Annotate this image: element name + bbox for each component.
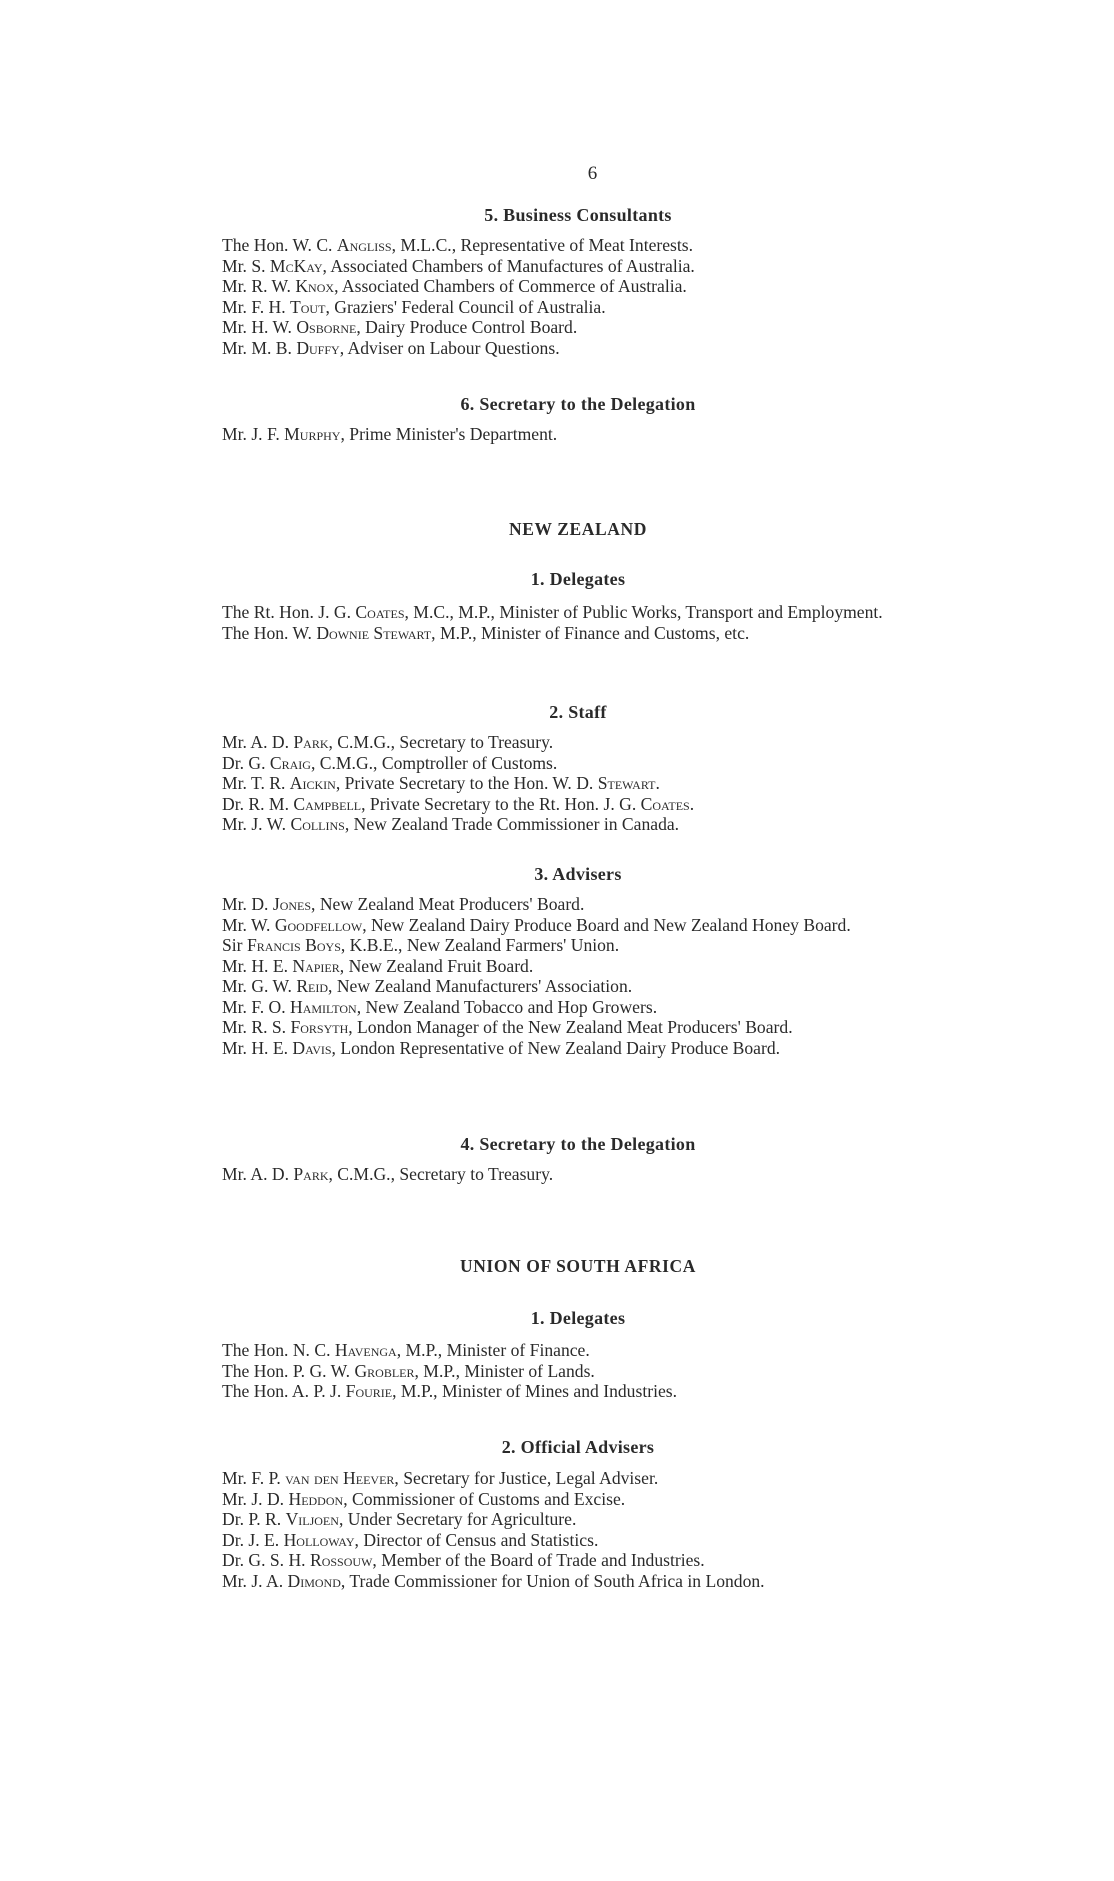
list-entry bbox=[222, 1038, 962, 1059]
entry-text: , C.M.G., Comptroller of Customs. bbox=[310, 752, 558, 773]
list-entry bbox=[222, 935, 962, 956]
list-entry bbox=[222, 256, 962, 277]
nz-secretary-list bbox=[222, 1164, 962, 1185]
list-entry bbox=[222, 956, 962, 977]
entry-text: Mr. J. W. bbox=[222, 814, 291, 834]
entry-text: Dr. P. R. bbox=[222, 1509, 286, 1529]
section-heading-nz-delegates: 1. Delegates bbox=[530, 569, 626, 589]
list-entry bbox=[222, 1381, 962, 1402]
au-secretary-list bbox=[222, 424, 962, 445]
person-name: Park bbox=[293, 1164, 329, 1184]
person-name: Havenga bbox=[334, 1340, 397, 1360]
person-name: Jones bbox=[272, 894, 312, 914]
entry-text: , Director of Census and Statistics. bbox=[354, 1529, 599, 1550]
entry-text: , M.P., Minister of Lands. bbox=[414, 1360, 595, 1381]
section-heading-nz-staff: 2. Staff bbox=[549, 702, 607, 722]
list-entry bbox=[222, 976, 962, 997]
list-entry bbox=[222, 915, 987, 936]
entry-text: , C.M.G., Secretary to Treasury. bbox=[328, 732, 554, 752]
entry-text: Mr. W. bbox=[222, 914, 275, 935]
entry-text: Mr. M. B. bbox=[222, 337, 297, 358]
entry-text: Mr. H. W. bbox=[222, 317, 297, 337]
entry-text: , Prime Minister's Department. bbox=[340, 424, 558, 444]
entry-text: The Hon. A. P. J. bbox=[222, 1381, 346, 1401]
person-name: Grobler bbox=[354, 1360, 415, 1381]
list-entry bbox=[222, 424, 962, 445]
entry-text: , Adviser on Labour Questions. bbox=[339, 337, 560, 358]
entry-text: Mr. A. D. bbox=[222, 1164, 294, 1184]
nz-staff-list bbox=[222, 732, 962, 835]
list-entry bbox=[222, 1489, 962, 1510]
list-entry bbox=[222, 773, 962, 794]
person-name: Campbell bbox=[293, 793, 362, 814]
entry-text: , C.M.G., Secretary to Treasury. bbox=[328, 1164, 554, 1184]
person-name: Fourie bbox=[345, 1381, 393, 1401]
entry-text: Mr. J. A. bbox=[222, 1570, 288, 1591]
entry-text: Mr. F. O. bbox=[222, 996, 291, 1017]
person-name: Forsyth bbox=[290, 1017, 349, 1037]
person-name: Angliss bbox=[336, 235, 392, 255]
entry-text: Dr. J. E. bbox=[222, 1529, 284, 1550]
entry-text: , New Zealand Trade Commissioner in Canada. bbox=[344, 814, 680, 834]
person-name: Viljoen bbox=[285, 1509, 339, 1529]
list-entry bbox=[222, 997, 962, 1018]
entry-text: Mr. S. bbox=[222, 255, 270, 276]
person-name: van den Heever bbox=[285, 1468, 395, 1488]
entry-text: Mr. R. S. bbox=[222, 1017, 291, 1037]
section-heading-sa-delegates: 1. Delegates bbox=[530, 1308, 626, 1328]
list-entry bbox=[222, 1550, 962, 1571]
entry-text: , London Manager of the New Zealand Meat Producers' Board. bbox=[348, 1017, 793, 1037]
list-entry bbox=[222, 814, 962, 835]
person-name: Murphy bbox=[284, 424, 341, 444]
list-entry bbox=[222, 1017, 987, 1038]
section-heading-nz-secretary: 4. Secretary to the Delegation bbox=[460, 1134, 696, 1154]
section-heading-au-secretary: 6. Secretary to the Delegation bbox=[460, 394, 696, 414]
person-name: Osborne bbox=[296, 317, 357, 337]
list-entry bbox=[222, 1340, 962, 1361]
person-name: Davis bbox=[292, 1037, 332, 1058]
entry-text: , New Zealand Meat Producers' Board. bbox=[311, 894, 585, 914]
person-name: Craig bbox=[269, 752, 311, 773]
entry-text: , New Zealand Manufacturers' Association. bbox=[328, 976, 633, 996]
person-name: Napier bbox=[292, 955, 340, 976]
person-name: Hamilton bbox=[290, 996, 357, 1017]
entry-text: , Associated Chambers of Manufactures of Australia. bbox=[322, 255, 695, 276]
list-entry bbox=[222, 1468, 962, 1489]
country-title-new-zealand: NEW ZEALAND bbox=[508, 519, 648, 539]
entry-text: . bbox=[655, 773, 660, 793]
nz-advisers-list bbox=[222, 894, 962, 1058]
entry-text: The Hon. W. C. bbox=[222, 235, 337, 255]
entry-text: Mr. T. R. bbox=[222, 773, 290, 793]
list-entry bbox=[222, 317, 962, 338]
list-entry bbox=[222, 276, 962, 297]
list-entry bbox=[222, 1530, 962, 1551]
list-entry bbox=[222, 1509, 962, 1530]
entry-text: Dr. G. bbox=[222, 752, 270, 773]
list-entry bbox=[222, 753, 962, 774]
entry-text: Mr. J. D. bbox=[222, 1488, 289, 1509]
sa-delegates-list bbox=[222, 1340, 962, 1402]
person-name: Dimond bbox=[287, 1570, 341, 1591]
entry-text: , M.L.C., Representative of Meat Interests. bbox=[391, 235, 694, 255]
entry-text: The Hon. W. bbox=[222, 622, 317, 643]
entry-text: , New Zealand Fruit Board. bbox=[339, 955, 534, 976]
person-name: Knox bbox=[295, 276, 335, 296]
entry-text: Sir bbox=[222, 935, 247, 955]
person-name: Duffy bbox=[296, 337, 340, 358]
list-entry bbox=[222, 894, 962, 915]
entry-text: Dr. G. S. H. bbox=[222, 1550, 310, 1570]
entry-text: Dr. R. M. bbox=[222, 793, 294, 814]
list-entry bbox=[222, 1571, 962, 1592]
entry-text: , Member of the Board of Trade and Industries. bbox=[372, 1550, 705, 1570]
person-name: Aickin bbox=[289, 773, 336, 793]
entry-text: , Associated Chambers of Commerce of Australia. bbox=[334, 276, 687, 296]
country-title-south-africa: UNION OF SOUTH AFRICA bbox=[459, 1256, 697, 1276]
entry-text: Mr. H. E. bbox=[222, 955, 293, 976]
entry-text: , Under Secretary for Agriculture. bbox=[338, 1509, 577, 1529]
list-entry bbox=[222, 297, 962, 318]
entry-text: , M.P., Minister of Mines and Industries. bbox=[392, 1381, 678, 1401]
entry-text: , Secretary for Justice, Legal Adviser. bbox=[394, 1468, 659, 1488]
entry-text: , Private Secretary to the Rt. Hon. J. G. bbox=[361, 793, 641, 814]
person-name: Downie Stewart bbox=[316, 622, 432, 643]
entry-text: Mr. J. F. bbox=[222, 424, 285, 444]
person-name: McKay bbox=[269, 255, 323, 276]
entry-text: , London Representative of New Zealand Dairy Produce Board. bbox=[331, 1037, 781, 1058]
list-entry bbox=[222, 732, 962, 753]
section-heading-business-consultants: 5. Business Consultants bbox=[484, 205, 672, 225]
person-name: Holloway bbox=[283, 1529, 355, 1550]
person-name: Tout bbox=[290, 296, 326, 317]
entry-text: , New Zealand Dairy Produce Board and New Zealand Honey Board. bbox=[362, 914, 851, 935]
list-entry bbox=[222, 794, 962, 815]
entry-text: , Commissioner of Customs and Excise. bbox=[343, 1488, 626, 1509]
list-entry bbox=[222, 623, 962, 644]
nz-delegates-list bbox=[222, 602, 962, 643]
entry-text: Mr. F. P. bbox=[222, 1468, 286, 1488]
entry-text: , M.P., Minister of Finance and Customs, etc. bbox=[431, 622, 750, 643]
entry-text: , Trade Commissioner for Union of South Africa in London. bbox=[340, 1570, 765, 1591]
person-name: Coates bbox=[640, 793, 690, 814]
entry-text: The Hon. N. C. bbox=[222, 1340, 335, 1360]
entry-text: Mr. F. H. bbox=[222, 296, 291, 317]
entry-text: Mr. R. W. bbox=[222, 276, 296, 296]
entry-text: The Rt. Hon. J. G. bbox=[222, 602, 356, 622]
person-name: Collins bbox=[290, 814, 345, 834]
entry-text: , K.B.E., New Zealand Farmers' Union. bbox=[340, 935, 620, 955]
entry-text: Mr. H. E. bbox=[222, 1037, 293, 1058]
list-entry bbox=[222, 235, 962, 256]
person-name: Park bbox=[293, 732, 329, 752]
list-entry bbox=[222, 338, 962, 359]
person-name: Coates bbox=[355, 602, 405, 622]
entry-text: , Dairy Produce Control Board. bbox=[356, 317, 578, 337]
entry-text: Mr. A. D. bbox=[222, 732, 294, 752]
person-name: Francis Boys bbox=[246, 935, 341, 955]
list-entry bbox=[222, 1361, 962, 1382]
person-name: Rossouw bbox=[309, 1550, 373, 1570]
person-name: Heddon bbox=[288, 1488, 344, 1509]
section-heading-sa-official-advisers: 2. Official Advisers bbox=[501, 1437, 655, 1457]
entry-text: , New Zealand Tobacco and Hop Growers. bbox=[356, 996, 658, 1017]
entry-text: The Hon. P. G. W. bbox=[222, 1360, 355, 1381]
list-entry bbox=[222, 602, 987, 623]
section-heading-nz-advisers: 3. Advisers bbox=[534, 864, 622, 884]
entry-text: Mr. G. W. bbox=[222, 976, 297, 996]
entry-text: , Private Secretary to the Hon. W. D. bbox=[335, 773, 598, 793]
business-consultants-list bbox=[222, 235, 962, 358]
person-name: Goodfellow bbox=[274, 914, 363, 935]
sa-official-advisers-list bbox=[222, 1468, 962, 1591]
page-number: 6 bbox=[587, 163, 598, 184]
entry-text: . bbox=[689, 793, 695, 814]
entry-text: , Graziers' Federal Council of Australia. bbox=[325, 296, 606, 317]
person-name: Stewart bbox=[597, 773, 656, 793]
list-entry bbox=[222, 1164, 962, 1185]
entry-text: Mr. D. bbox=[222, 894, 273, 914]
entry-text: , M.C., M.P., Minister of Public Works, Transport and Employment. bbox=[404, 602, 883, 622]
entry-text: , M.P., Minister of Finance. bbox=[396, 1340, 590, 1360]
person-name: Reid bbox=[296, 976, 329, 996]
